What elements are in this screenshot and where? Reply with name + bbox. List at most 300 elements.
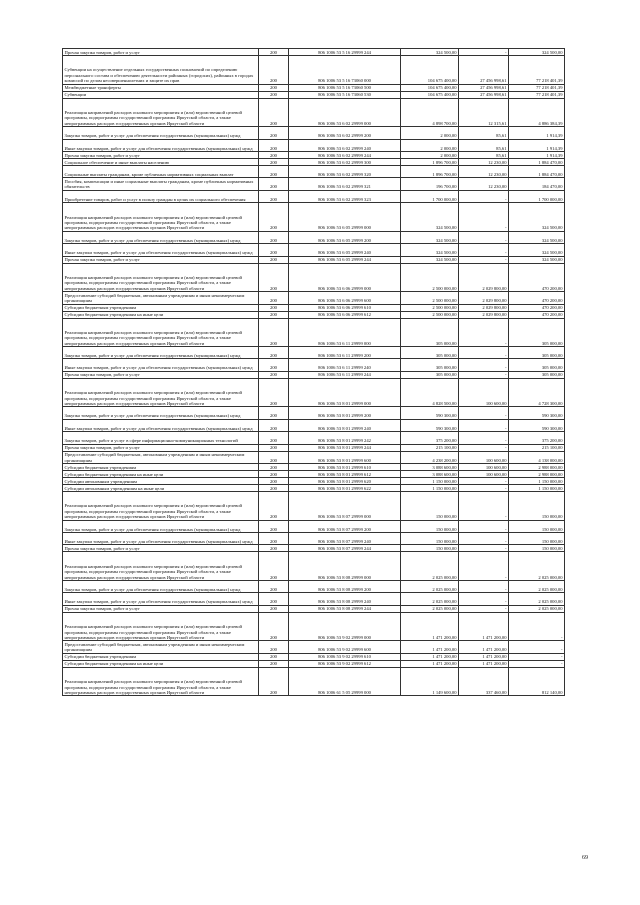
- table-row: [63, 256, 565, 263]
- expense-name-cell: Предоставление субсидий бюджетным, автономным учреждениям и иным некоммерческим организациям: [63, 641, 259, 653]
- classification-code-cell: 806 1006 53 8 08 29999 244: [289, 605, 401, 612]
- table-row: [63, 378, 565, 407]
- unexecuted-amount-cell: 1 884 470,00: [509, 158, 565, 165]
- table-row: [63, 605, 565, 612]
- line-code-cell: 200: [259, 318, 289, 347]
- line-code-cell: 200: [259, 231, 289, 243]
- classification-code-cell: 806 1006 53 8 01 29999 240: [289, 419, 401, 431]
- classification-code-cell: 806 1006 61 5 05 29999 000: [289, 667, 401, 696]
- approved-amount-cell: 2 025 000,00: [401, 552, 459, 581]
- unexecuted-amount-cell: 590 300,00: [509, 407, 565, 419]
- line-code-cell: 200: [259, 84, 289, 91]
- unexecuted-amount-cell: 324 500,00: [509, 231, 565, 243]
- expense-name-cell: Реализация направлений расходов основного мероприятия и (или) ведомственной целевой программы, подпрограммы государственной программы Иркутской области, а также непрограммных расходов государственных органов Иркутской области: [63, 318, 259, 347]
- executed-amount-cell: -: [459, 581, 509, 593]
- classification-code-cell: 806 1006 53 6 02 29999 300: [289, 158, 401, 165]
- executed-amount-cell: 1 471 200,00: [459, 660, 509, 667]
- approved-amount-cell: 2 000,00: [401, 151, 459, 158]
- executed-amount-cell: -: [459, 552, 509, 581]
- executed-amount-cell: 85,61: [459, 127, 509, 139]
- unexecuted-amount-cell: 4 728 300,00: [509, 378, 565, 407]
- unexecuted-amount-cell: 2 025 000,00: [509, 552, 565, 581]
- executed-amount-cell: 2 029 800,00: [459, 292, 509, 304]
- classification-code-cell: 806 1006 53 6 11 29999 000: [289, 318, 401, 347]
- classification-code-cell: 806 1006 53 6 06 29999 600: [289, 292, 401, 304]
- approved-amount-cell: 4 238 200,00: [401, 451, 459, 463]
- executed-amount-cell: 100 600,00: [459, 451, 509, 463]
- executed-amount-cell: -: [459, 520, 509, 532]
- unexecuted-amount-cell: 324 500,00: [509, 49, 565, 56]
- executed-amount-cell: 100 600,00: [459, 464, 509, 471]
- approved-amount-cell: 150 000,00: [401, 520, 459, 532]
- line-code-cell: 200: [259, 49, 289, 56]
- expense-name-cell: Прочая закупка товаров, работ и услуг: [63, 605, 259, 612]
- expense-name-cell: Приобретение товаров, работ и услуг в пользу граждан в целях их социального обеспечения: [63, 190, 259, 202]
- unexecuted-amount-cell: 470 200,00: [509, 292, 565, 304]
- executed-amount-cell: -: [459, 318, 509, 347]
- expense-name-cell: Прочая закупка товаров, работ и услуг: [63, 49, 259, 56]
- line-code-cell: 200: [259, 151, 289, 158]
- line-code-cell: 200: [259, 311, 289, 318]
- line-code-cell: 200: [259, 91, 289, 98]
- approved-amount-cell: 104 675 400,00: [401, 84, 459, 91]
- unexecuted-amount-cell: 305 000,00: [509, 318, 565, 347]
- unexecuted-amount-cell: 305 000,00: [509, 371, 565, 378]
- table-row: [63, 464, 565, 471]
- expense-name-cell: Пособия, компенсации и иные социальные выплаты гражданам, кроме публичных нормативных обязательств: [63, 178, 259, 190]
- approved-amount-cell: 1 471 200,00: [401, 641, 459, 653]
- table-row: [63, 581, 565, 593]
- unexecuted-amount-cell: 1 884 470,00: [509, 165, 565, 177]
- classification-code-cell: 806 1006 53 8 08 29999 240: [289, 593, 401, 605]
- unexecuted-amount-cell: 375 200,00: [509, 432, 565, 444]
- table-row: [63, 545, 565, 552]
- approved-amount-cell: 2 025 000,00: [401, 581, 459, 593]
- classification-code-cell: 806 1006 53 5 16 73060 500: [289, 84, 401, 91]
- line-code-cell: 200: [259, 464, 289, 471]
- table-row: [63, 533, 565, 545]
- classification-code-cell: 806 1006 53 6 06 29999 000: [289, 263, 401, 292]
- executed-amount-cell: 85,61: [459, 151, 509, 158]
- unexecuted-amount-cell: -: [509, 653, 565, 660]
- expense-name-cell: Межбюджетные трансферты: [63, 84, 259, 91]
- table-row: [63, 359, 565, 371]
- table-row: [63, 451, 565, 463]
- expense-name-cell: Прочая закупка товаров, работ и услуг: [63, 256, 259, 263]
- executed-amount-cell: 100 600,00: [459, 471, 509, 478]
- table-row: [63, 158, 565, 165]
- executed-amount-cell: -: [459, 359, 509, 371]
- unexecuted-amount-cell: 2 025 000,00: [509, 581, 565, 593]
- approved-amount-cell: 324 500,00: [401, 203, 459, 232]
- expense-name-cell: Реализация направлений расходов основного мероприятия и (или) ведомственной целевой программы, подпрограммы государственной программы Иркутской области, а также непрограммных расходов государственных органов Иркутской области: [63, 552, 259, 581]
- expense-name-cell: Иные закупки товаров, работ и услуг для обеспечения государственных (муниципальных) нужд: [63, 533, 259, 545]
- table-row: [63, 318, 565, 347]
- approved-amount-cell: 305 000,00: [401, 347, 459, 359]
- approved-amount-cell: 2 500 000,00: [401, 311, 459, 318]
- expense-name-cell: Предоставление субсидий бюджетным, автономным учреждениям и иным некоммерческим организациям: [63, 451, 259, 463]
- classification-code-cell: 806 1006 53 6 02 29999 240: [289, 139, 401, 151]
- unexecuted-amount-cell: 2 988 000,00: [509, 471, 565, 478]
- approved-amount-cell: 375 200,00: [401, 432, 459, 444]
- line-code-cell: 200: [259, 347, 289, 359]
- approved-amount-cell: 305 000,00: [401, 318, 459, 347]
- executed-amount-cell: 12 315,61: [459, 98, 509, 127]
- approved-amount-cell: 3 088 600,00: [401, 471, 459, 478]
- executed-amount-cell: -: [459, 407, 509, 419]
- expense-name-cell: Иные закупки товаров, работ и услуг для обеспечения государственных (муниципальных) нужд: [63, 593, 259, 605]
- table-row: [63, 492, 565, 521]
- executed-amount-cell: -: [459, 419, 509, 431]
- unexecuted-amount-cell: 4 886 384,39: [509, 98, 565, 127]
- expense-name-cell: Реализация направлений расходов основного мероприятия и (или) ведомственной целевой программы, подпрограммы государственной программы Иркутской области, а также непрограммных расходов государственных органов Иркутской области: [63, 667, 259, 696]
- classification-code-cell: 806 1006 53 8 07 29999 200: [289, 520, 401, 532]
- classification-code-cell: 806 1006 53 6 05 29999 000: [289, 203, 401, 232]
- table-row: [63, 660, 565, 667]
- unexecuted-amount-cell: 2 025 000,00: [509, 593, 565, 605]
- unexecuted-amount-cell: 2 988 000,00: [509, 464, 565, 471]
- line-code-cell: 200: [259, 451, 289, 463]
- expense-name-cell: Иные закупки товаров, работ и услуг для обеспечения государственных (муниципальных) нужд: [63, 139, 259, 151]
- line-code-cell: 200: [259, 56, 289, 85]
- table-row: [63, 203, 565, 232]
- executed-amount-cell: 1 471 200,00: [459, 612, 509, 641]
- line-code-cell: 200: [259, 178, 289, 190]
- unexecuted-amount-cell: 1 914,39: [509, 139, 565, 151]
- table-row: [63, 49, 565, 56]
- expense-name-cell: Закупка товаров, работ и услуг для обеспечения государственных (муниципальных) нужд: [63, 407, 259, 419]
- table-row: [63, 127, 565, 139]
- approved-amount-cell: 324 500,00: [401, 49, 459, 56]
- expense-name-cell: Иные закупки товаров, работ и услуг для обеспечения государственных (муниципальных) нужд: [63, 359, 259, 371]
- classification-code-cell: 806 1006 53 6 02 29999 244: [289, 151, 401, 158]
- executed-amount-cell: -: [459, 244, 509, 256]
- approved-amount-cell: 196 700,00: [401, 178, 459, 190]
- expense-name-cell: Субсидии бюджетным учреждениям: [63, 464, 259, 471]
- executed-amount-cell: -: [459, 347, 509, 359]
- line-code-cell: 200: [259, 158, 289, 165]
- approved-amount-cell: 1 149 600,00: [401, 667, 459, 696]
- executed-amount-cell: -: [459, 485, 509, 492]
- executed-amount-cell: -: [459, 190, 509, 202]
- expense-name-cell: Закупка товаров, работ и услуг для обеспечения государственных (муниципальных) нужд: [63, 520, 259, 532]
- approved-amount-cell: 1 700 000,00: [401, 190, 459, 202]
- expense-name-cell: Субсидии автономным учреждениям: [63, 478, 259, 485]
- table-row: [63, 84, 565, 91]
- budget-report-sheet: [62, 48, 564, 696]
- approved-amount-cell: 590 300,00: [401, 419, 459, 431]
- table-row: [63, 593, 565, 605]
- unexecuted-amount-cell: 1 914,39: [509, 151, 565, 158]
- approved-amount-cell: 1 150 000,00: [401, 485, 459, 492]
- unexecuted-amount-cell: 305 000,00: [509, 347, 565, 359]
- classification-code-cell: 806 1006 53 6 02 29999 323: [289, 190, 401, 202]
- classification-code-cell: 806 1006 53 8 01 29999 612: [289, 471, 401, 478]
- expense-name-cell: Прочая закупка товаров, работ и услуг: [63, 371, 259, 378]
- classification-code-cell: 806 1006 53 9 02 29999 612: [289, 660, 401, 667]
- executed-amount-cell: -: [459, 371, 509, 378]
- classification-code-cell: 806 1006 53 8 01 29999 622: [289, 485, 401, 492]
- expense-name-cell: Субсидии бюджетным учреждениям на иные цели: [63, 311, 259, 318]
- unexecuted-amount-cell: 77 218 401,39: [509, 91, 565, 98]
- unexecuted-amount-cell: 150 000,00: [509, 545, 565, 552]
- line-code-cell: 200: [259, 419, 289, 431]
- line-code-cell: 200: [259, 545, 289, 552]
- approved-amount-cell: 324 500,00: [401, 231, 459, 243]
- classification-code-cell: 806 1006 53 6 05 29999 244: [289, 256, 401, 263]
- table-row: [63, 471, 565, 478]
- expense-name-cell: Реализация направлений расходов основного мероприятия и (или) ведомственной целевой программы, подпрограммы государственной программы Иркутской области, а также непрограммных расходов государственных органов Иркутской области: [63, 263, 259, 292]
- classification-code-cell: 806 1006 53 6 05 29999 200: [289, 231, 401, 243]
- table-row: [63, 98, 565, 127]
- unexecuted-amount-cell: 1 150 000,00: [509, 478, 565, 485]
- executed-amount-cell: -: [459, 49, 509, 56]
- table-row: [63, 165, 565, 177]
- executed-amount-cell: 2 029 800,00: [459, 263, 509, 292]
- table-row: [63, 151, 565, 158]
- classification-code-cell: 806 1006 53 5 16 29999 244: [289, 49, 401, 56]
- approved-amount-cell: 1 471 200,00: [401, 612, 459, 641]
- table-row: [63, 612, 565, 641]
- approved-amount-cell: 1 896 700,00: [401, 165, 459, 177]
- executed-amount-cell: 85,61: [459, 139, 509, 151]
- unexecuted-amount-cell: 215 100,00: [509, 444, 565, 451]
- classification-code-cell: 806 1006 53 8 01 29999 600: [289, 451, 401, 463]
- line-code-cell: 200: [259, 432, 289, 444]
- classification-code-cell: 806 1006 53 8 07 29999 240: [289, 533, 401, 545]
- expense-name-cell: Закупка товаров, работ и услуг для обеспечения государственных (муниципальных) нужд: [63, 581, 259, 593]
- line-code-cell: 200: [259, 641, 289, 653]
- unexecuted-amount-cell: 324 500,00: [509, 244, 565, 256]
- line-code-cell: 200: [259, 359, 289, 371]
- page-number: 69: [582, 855, 588, 861]
- line-code-cell: 200: [259, 593, 289, 605]
- expense-name-cell: Субсидии бюджетным учреждениям на иные цели: [63, 660, 259, 667]
- approved-amount-cell: 215 100,00: [401, 444, 459, 451]
- unexecuted-amount-cell: 305 000,00: [509, 359, 565, 371]
- executed-amount-cell: -: [459, 478, 509, 485]
- line-code-cell: 200: [259, 304, 289, 311]
- table-row: [63, 56, 565, 85]
- executed-amount-cell: -: [459, 545, 509, 552]
- classification-code-cell: 806 1006 53 9 02 29999 610: [289, 653, 401, 660]
- line-code-cell: 200: [259, 371, 289, 378]
- approved-amount-cell: 3 088 600,00: [401, 464, 459, 471]
- classification-code-cell: 806 1006 53 8 01 29999 244: [289, 444, 401, 451]
- table-row: [63, 190, 565, 202]
- line-code-cell: 200: [259, 492, 289, 521]
- approved-amount-cell: 590 300,00: [401, 407, 459, 419]
- classification-code-cell: 806 1006 53 8 08 29999 000: [289, 552, 401, 581]
- expense-name-cell: Реализация направлений расходов основного мероприятия и (или) ведомственной целевой программы, подпрограммы государственной программы Иркутской области, а также непрограммных расходов государственных органов Иркутской области: [63, 203, 259, 232]
- line-code-cell: 200: [259, 292, 289, 304]
- line-code-cell: 200: [259, 533, 289, 545]
- table-row: [63, 178, 565, 190]
- expense-name-cell: Иные закупки товаров, работ и услуг для обеспечения государственных (муниципальных) нужд: [63, 244, 259, 256]
- unexecuted-amount-cell: 150 000,00: [509, 533, 565, 545]
- table-row: [63, 653, 565, 660]
- line-code-cell: 200: [259, 471, 289, 478]
- executed-amount-cell: 27 456 998,61: [459, 91, 509, 98]
- table-row: [63, 432, 565, 444]
- executed-amount-cell: -: [459, 203, 509, 232]
- unexecuted-amount-cell: 470 200,00: [509, 263, 565, 292]
- unexecuted-amount-cell: 150 000,00: [509, 492, 565, 521]
- line-code-cell: 200: [259, 653, 289, 660]
- classification-code-cell: 806 1006 53 6 02 29999 321: [289, 178, 401, 190]
- executed-amount-cell: 1 471 200,00: [459, 653, 509, 660]
- approved-amount-cell: 305 000,00: [401, 359, 459, 371]
- table-row: [63, 304, 565, 311]
- classification-code-cell: 806 1006 53 8 07 29999 244: [289, 545, 401, 552]
- executed-amount-cell: -: [459, 256, 509, 263]
- line-code-cell: 200: [259, 605, 289, 612]
- expense-name-cell: Закупка товаров, работ и услуг в сфере информационно-коммуникационных технологий: [63, 432, 259, 444]
- executed-amount-cell: 1 471 200,00: [459, 641, 509, 653]
- unexecuted-amount-cell: -: [509, 612, 565, 641]
- classification-code-cell: 806 1006 53 6 06 29999 610: [289, 304, 401, 311]
- classification-code-cell: 806 1006 53 8 07 29999 000: [289, 492, 401, 521]
- line-code-cell: 200: [259, 520, 289, 532]
- approved-amount-cell: 150 000,00: [401, 545, 459, 552]
- executed-amount-cell: 27 456 998,61: [459, 84, 509, 91]
- approved-amount-cell: 104 675 400,00: [401, 91, 459, 98]
- line-code-cell: 200: [259, 256, 289, 263]
- approved-amount-cell: 1 471 200,00: [401, 660, 459, 667]
- expense-name-cell: Субвенции: [63, 91, 259, 98]
- executed-amount-cell: -: [459, 593, 509, 605]
- table-row: [63, 263, 565, 292]
- classification-code-cell: 806 1006 53 6 11 29999 240: [289, 359, 401, 371]
- line-code-cell: 200: [259, 127, 289, 139]
- line-code-cell: 200: [259, 552, 289, 581]
- executed-amount-cell: -: [459, 492, 509, 521]
- expense-name-cell: Субсидии бюджетным учреждениям: [63, 304, 259, 311]
- unexecuted-amount-cell: 1 914,39: [509, 127, 565, 139]
- expense-name-cell: Прочая закупка товаров, работ и услуг: [63, 151, 259, 158]
- executed-amount-cell: -: [459, 533, 509, 545]
- classification-code-cell: 806 1006 53 6 11 29999 200: [289, 347, 401, 359]
- executed-amount-cell: 100 600,00: [459, 378, 509, 407]
- table-row: [63, 552, 565, 581]
- executed-amount-cell: -: [459, 444, 509, 451]
- line-code-cell: 200: [259, 485, 289, 492]
- unexecuted-amount-cell: 590 300,00: [509, 419, 565, 431]
- approved-amount-cell: 4 828 500,00: [401, 378, 459, 407]
- classification-code-cell: 806 1006 53 8 01 29999 000: [289, 378, 401, 407]
- table-row: [63, 478, 565, 485]
- classification-code-cell: 806 1006 53 5 16 73060 530: [289, 91, 401, 98]
- table-row: [63, 667, 565, 696]
- line-code-cell: 200: [259, 581, 289, 593]
- executed-amount-cell: 27 456 998,61: [459, 56, 509, 85]
- line-code-cell: 200: [259, 98, 289, 127]
- expense-name-cell: Субвенции на осуществление отдельных государственных полномочий по определению персонального состава и обеспечению деятельности районных (городских), районных в городах комиссий по делам несовершеннолетних и защите их прав: [63, 56, 259, 85]
- unexecuted-amount-cell: 2 025 000,00: [509, 605, 565, 612]
- classification-code-cell: 806 1006 53 8 01 29999 242: [289, 432, 401, 444]
- executed-amount-cell: 2 029 800,00: [459, 311, 509, 318]
- approved-amount-cell: 2 000,00: [401, 139, 459, 151]
- line-code-cell: 200: [259, 378, 289, 407]
- line-code-cell: 200: [259, 478, 289, 485]
- unexecuted-amount-cell: 1 700 000,00: [509, 190, 565, 202]
- approved-amount-cell: 324 500,00: [401, 244, 459, 256]
- executed-amount-cell: 12 230,00: [459, 165, 509, 177]
- executed-amount-cell: -: [459, 432, 509, 444]
- expense-name-cell: Закупка товаров, работ и услуг для обеспечения государственных (муниципальных) нужд: [63, 347, 259, 359]
- classification-code-cell: 806 1006 53 6 02 29999 200: [289, 127, 401, 139]
- line-code-cell: 200: [259, 612, 289, 641]
- unexecuted-amount-cell: 470 200,00: [509, 304, 565, 311]
- table-row: [63, 231, 565, 243]
- line-code-cell: 200: [259, 165, 289, 177]
- table-row: [63, 347, 565, 359]
- unexecuted-amount-cell: 1 150 000,00: [509, 485, 565, 492]
- expense-name-cell: Реализация направлений расходов основного мероприятия и (или) ведомственной целевой программы, подпрограммы государственной программы Иркутской области, а также непрограммных расходов государственных органов Иркутской области: [63, 378, 259, 407]
- table-row: [63, 292, 565, 304]
- approved-amount-cell: 150 000,00: [401, 492, 459, 521]
- line-code-cell: 200: [259, 263, 289, 292]
- expense-name-cell: Прочая закупка товаров, работ и услуг: [63, 545, 259, 552]
- classification-code-cell: 806 1006 53 8 08 29999 200: [289, 581, 401, 593]
- approved-amount-cell: 2 500 000,00: [401, 292, 459, 304]
- classification-code-cell: 806 1006 53 9 02 29999 600: [289, 641, 401, 653]
- approved-amount-cell: 324 500,00: [401, 256, 459, 263]
- unexecuted-amount-cell: 324 500,00: [509, 256, 565, 263]
- unexecuted-amount-cell: 77 218 401,39: [509, 84, 565, 91]
- line-code-cell: 200: [259, 203, 289, 232]
- classification-code-cell: 806 1006 53 6 06 29999 612: [289, 311, 401, 318]
- table-row: [63, 485, 565, 492]
- table-row: [63, 520, 565, 532]
- unexecuted-amount-cell: 77 218 401,39: [509, 56, 565, 85]
- approved-amount-cell: 305 000,00: [401, 371, 459, 378]
- table-row: [63, 407, 565, 419]
- expense-name-cell: Прочая закупка товаров, работ и услуг: [63, 444, 259, 451]
- approved-amount-cell: 2 500 000,00: [401, 263, 459, 292]
- approved-amount-cell: 104 675 400,00: [401, 56, 459, 85]
- line-code-cell: 200: [259, 190, 289, 202]
- expense-name-cell: Субсидии автономным учреждениям на иные цели: [63, 485, 259, 492]
- unexecuted-amount-cell: 184 470,00: [509, 178, 565, 190]
- unexecuted-amount-cell: 812 140,00: [509, 667, 565, 696]
- table-row: [63, 244, 565, 256]
- unexecuted-amount-cell: 150 000,00: [509, 520, 565, 532]
- executed-amount-cell: -: [459, 231, 509, 243]
- approved-amount-cell: 2 025 000,00: [401, 605, 459, 612]
- table-row: [63, 139, 565, 151]
- expense-name-cell: Предоставление субсидий бюджетным, автономным учреждениям и иным некоммерческим организациям: [63, 292, 259, 304]
- executed-amount-cell: 12 230,00: [459, 158, 509, 165]
- executed-amount-cell: 2 029 800,00: [459, 304, 509, 311]
- expense-name-cell: Закупка товаров, работ и услуг для обеспечения государственных (муниципальных) нужд: [63, 127, 259, 139]
- expense-name-cell: Социальные выплаты гражданам, кроме публичных нормативных социальных выплат: [63, 165, 259, 177]
- classification-code-cell: 806 1006 53 8 01 29999 200: [289, 407, 401, 419]
- line-code-cell: 200: [259, 244, 289, 256]
- budget-execution-table: [62, 48, 565, 696]
- approved-amount-cell: 1 150 000,00: [401, 478, 459, 485]
- classification-code-cell: 806 1006 53 6 11 29999 244: [289, 371, 401, 378]
- line-code-cell: 200: [259, 407, 289, 419]
- unexecuted-amount-cell: -: [509, 641, 565, 653]
- expense-name-cell: Закупка товаров, работ и услуг для обеспечения государственных (муниципальных) нужд: [63, 231, 259, 243]
- line-code-cell: 200: [259, 667, 289, 696]
- expense-name-cell: Иные закупки товаров, работ и услуг для обеспечения государственных (муниципальных) нужд: [63, 419, 259, 431]
- expense-name-cell: Реализация направлений расходов основного мероприятия и (или) ведомственной целевой программы, подпрограммы государственной программы Иркутской области, а также непрограммных расходов государственных органов Иркутской области: [63, 98, 259, 127]
- classification-code-cell: 806 1006 53 8 01 29999 620: [289, 478, 401, 485]
- approved-amount-cell: 1 896 700,00: [401, 158, 459, 165]
- expense-name-cell: Субсидии бюджетным учреждениям: [63, 653, 259, 660]
